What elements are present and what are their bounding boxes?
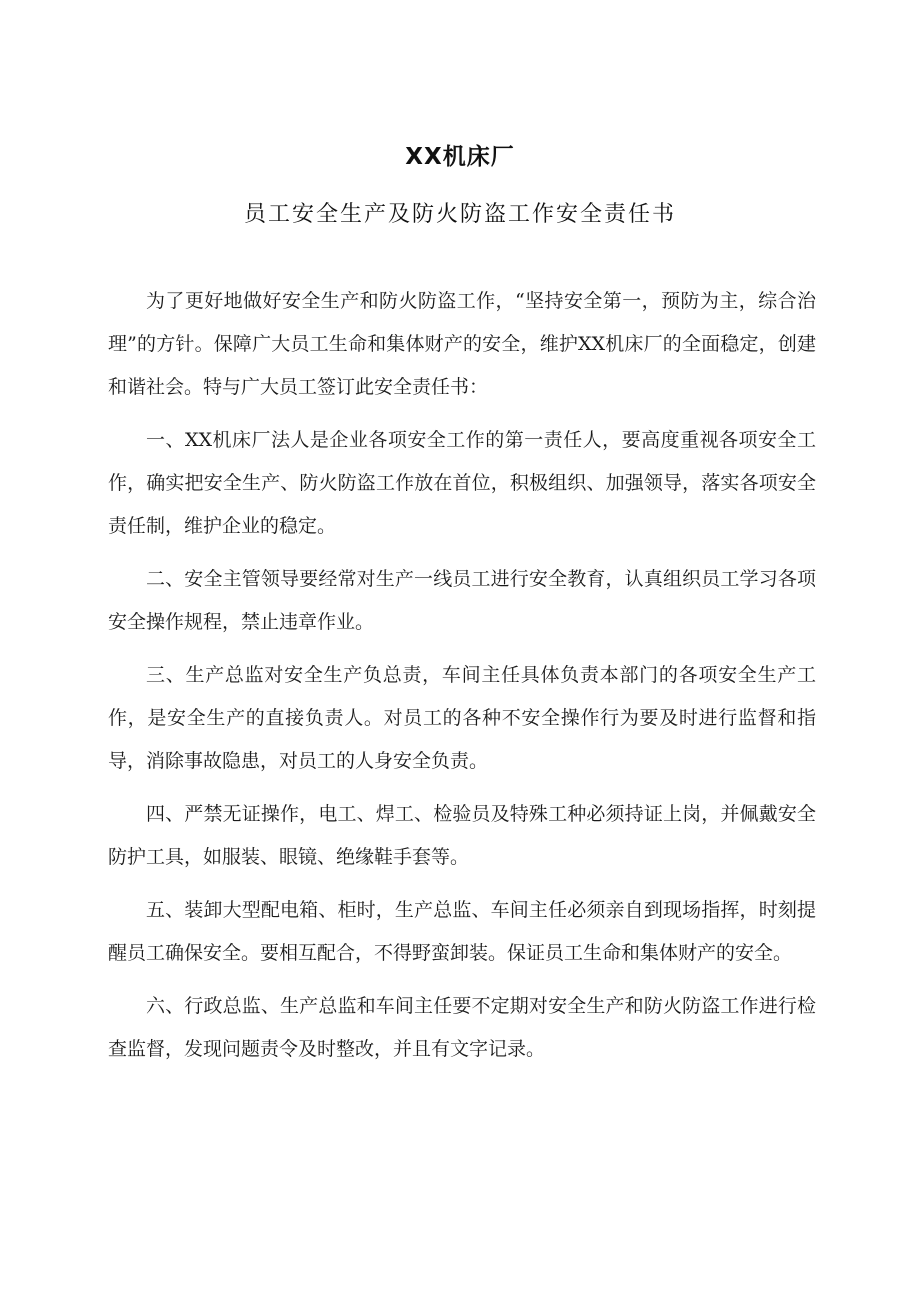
document-title: 员工安全生产及防火防盗工作安全责任书 <box>243 202 676 227</box>
clause-4-paragraph: 四、严禁无证操作，电工、焊工、检验员及特殊工种必须持证上岗，并佩戴安全防护工具，如服装、眼镜、绝缘鞋手套等。 <box>108 803 816 868</box>
clause-3-paragraph: 三、生产总监对安全生产负总责，车间主任具体负责本部门的各项安全生产工作，是安全生产的直接负责人。对员工的各种不安全操作行为要及时进行监督和指导，消除事故隐患，对员工的人身安全负责。 <box>108 664 816 772</box>
clause-6-paragraph: 六、行政总监、生产总监和车间主任要不定期对安全生产和防火防盗工作进行检查监督，发现问题责令及时整改，并且有文字记录。 <box>108 995 816 1060</box>
intro-paragraph: 为了更好地做好安全生产和防火防盗工作，“坚持安全第一，预防为主，综合治理”的方针。保障广大员工生命和集体财产的安全，维护XX机床厂的全面稳定，创建和谐社会。特与广大员工签订此安全责任书： <box>108 290 816 398</box>
clause-5-paragraph: 五、装卸大型配电箱、柜时，生产总监、车间主任必须亲自到现场指挥，时刻提醒员工确保安全。要相互配合，不得野蛮卸装。保证员工生命和集体财产的安全。 <box>108 899 816 964</box>
clause-1-paragraph: 一、XX机床厂法人是企业各项安全工作的第一责任人，要高度重视各项安全工作，确实把安全生产、防火防盗工作放在首位，积极组织、加强领导，落实各项安全责任制，维护企业的稳定。 <box>108 429 816 537</box>
document-body <box>108 280 816 1081</box>
company-title: XX机床厂 <box>405 144 515 170</box>
clause-2-paragraph: 二、安全主管领导要经常对生产一线员工进行安全教育，认真组织员工学习各项安全操作规程，禁止违章作业。 <box>108 568 816 633</box>
